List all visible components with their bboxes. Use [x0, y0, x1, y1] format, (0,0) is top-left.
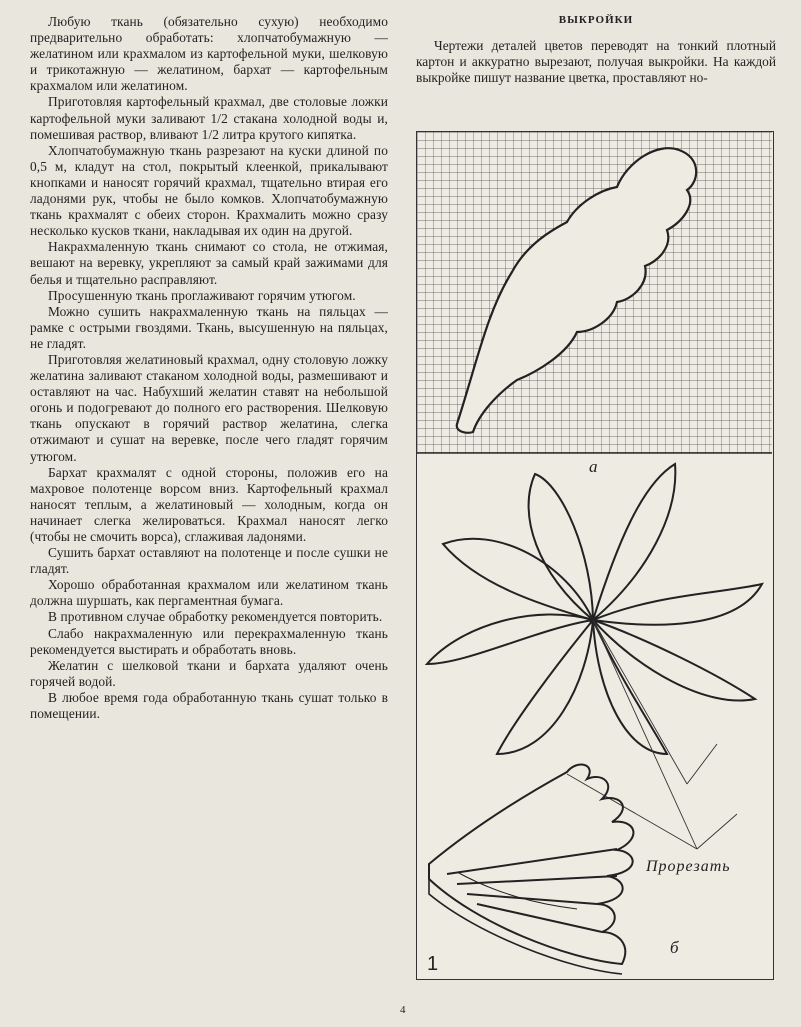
section-heading: ВЫКРОЙКИ — [558, 14, 634, 26]
figure-number: 1 — [427, 953, 439, 975]
paragraph: Желатин с шелковой ткани и бархата удаляют очень горячей водой. — [30, 657, 388, 689]
paragraph: Накрахмаленную ткань снимают со стола, не отжимая, вешают на веревку, укрепляют за самый край зажимами для белья и тщательно расправляют. — [30, 239, 388, 287]
grid-leaf-pattern — [417, 132, 772, 454]
paragraph: Приготовляя картофельный крахмал, две столовые ложки картофельной муки заливают 1/2 стакана холодной воды и, помешивая раствор, вливают 1/2 литра крутого кипятка. — [30, 94, 388, 142]
right-text-column — [416, 14, 776, 86]
paragraph: Хорошо обработанная крахмалом или желатином ткань должна шуршать, как пергаментная бумага. — [30, 577, 388, 609]
flower-pattern — [427, 464, 762, 754]
figure-label-a: а — [589, 457, 598, 476]
paragraph: В противном случае обработку рекомендуется повторить. — [48, 609, 383, 625]
intro-paragraph: Чертежи деталей цветов переводят на тонкий плотный картон и аккуратно вырезают, получая выкройки. На каждой выкройке пишут название цветка, проставляют но- — [416, 38, 776, 86]
paragraph: Можно сушить накрахмаленную ткань на пяльцах — рамке с острыми гвоздями. Ткань, высушенную на пяльцах, не гладят. — [30, 303, 388, 351]
paragraph: Просушенную ткань проглаживают горячим утюгом. — [48, 287, 356, 303]
paragraph: Приготовляя желатиновый крахмал, одну столовую ложку желатина заливают стаканом холодной воды, размешивают и оставляют на час. Набухший желатин ставят на небольшой огонь и подогревают до полного его растворения. Шелковую ткань опускают в горячий раствор желатина, слегка отжимают и сушат на веревке, после чего гладят горячим утюгом. — [30, 351, 388, 464]
paragraph: В любое время года обработанную ткань сушат только в помещении. — [30, 689, 388, 722]
cut-guide-lines — [567, 620, 737, 849]
figure-label-b: б — [670, 938, 679, 957]
pattern-figure — [416, 131, 774, 980]
cut-instruction-label: Прорезать — [646, 858, 731, 875]
left-text-column — [30, 14, 388, 722]
paragraph: Слабо накрахмаленную или перекрахмаленную ткань рекомендуется выстирать и обработать вновь. — [30, 625, 388, 657]
paragraph: Бархат крахмалят с одной стороны, положив его на махровое полотенце ворсом вниз. Картофельный крахмал наносят теплым, а желатиновый — холодным, когда он начинает слегка желироваться. Крахмал наносят легко (чтобы не смочить ворса), сглаживая ладонями. — [30, 464, 388, 544]
paragraph: Хлопчатобумажную ткань разрезают на куски длиной по 0,5 м, кладут на стол, покрытый клеенкой, прикалывают кнопками и наносят горячий крахмал, тщательно втирая его ладонями рук, чтобы не было комков. Хлопчатобумажную ткань крахмалят с обеих сторон. Крахмалить можно сразу несколько кусков ткани, накладывая их один на другой. — [30, 142, 388, 239]
paragraph: Сушить бархат оставляют на полотенце и после сушки не гладят. — [30, 545, 388, 577]
paragraph: Любую ткань (обязательно сухую) необходимо предварительно обработать: хлопчатобумажную — желатином или крахмалом из картофельной муки, шелковую и трикотажную — желатином, бархат — картофельным крахмалом или желатином. — [30, 14, 388, 94]
fringe-cut-pattern — [429, 765, 633, 974]
flower-and-cut-pattern — [417, 454, 772, 978]
page-number: 4 — [400, 1004, 406, 1016]
